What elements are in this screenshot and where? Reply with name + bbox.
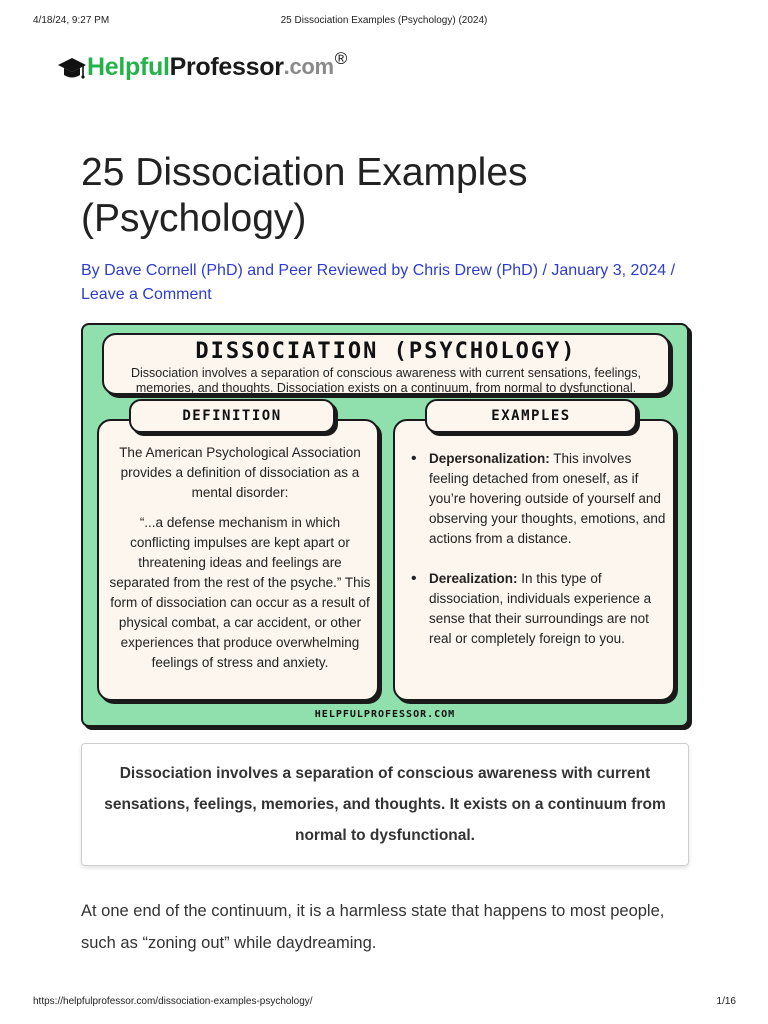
example-term: Derealization: — [429, 571, 518, 586]
logo-professor: Professor — [169, 53, 284, 81]
site-logo[interactable] — [57, 50, 347, 84]
logo-helpful: Helpful — [87, 53, 170, 81]
infographic-header — [102, 333, 670, 395]
graduation-cap-icon — [57, 56, 87, 82]
example-text: This involves feeling detached from oneself, as if you’re hovering outside of yourself and observing your thoughts, emotions, and actions from a distance. — [429, 451, 666, 546]
examples-label: EXAMPLES — [425, 399, 637, 433]
print-doc-title: 25 Dissociation Examples (Psychology) (2024) — [280, 15, 488, 26]
infographic-title: DISSOCIATION (PSYCHOLOGY) — [195, 339, 577, 364]
logo-registered-mark: ® — [334, 49, 348, 68]
print-url: https://helpfulprofessor.com/dissociation-examples-psychology/ — [33, 996, 313, 1007]
definition-intro: The American Psychological Association provides a definition of dissociation as a mental disorder: — [119, 445, 361, 500]
examples-list — [409, 449, 667, 669]
print-footer — [0, 996, 768, 1010]
definition-label: DEFINITION — [129, 399, 335, 433]
definition-panel — [97, 419, 379, 701]
logo-dotcom: .com — [283, 54, 334, 79]
callout-text: Dissociation involves a separation of conscious awareness with current sensations, feelings, memories, and thoughts. It exists on a continuum from normal to dysfunctional. — [104, 765, 666, 844]
body-paragraph: At one end of the continuum, it is a harmless state that happens to most people, such as “zoning out” while daydreaming. — [81, 902, 665, 952]
article-byline[interactable]: By Dave Cornell (PhD) and Peer Reviewed by Chris Drew (PhD) / January 3, 2024 / Leave a Comment — [81, 262, 676, 303]
example-term: Depersonalization: — [429, 451, 550, 466]
infographic-subtitle: Dissociation involves a separation of conscious awareness with current sensations, feelings, memories, and thoughts. Dissociation exists on a continuum, from normal to dysfunctional. — [131, 366, 641, 395]
infographic-footer: HELPFULPROFESSOR.COM — [314, 709, 456, 720]
page-title: 25 Dissociation Examples (Psychology) — [81, 151, 528, 240]
example-text: In this type of dissociation, individuals experience a sense that their surroundings are not real or completely foreign to you. — [429, 571, 652, 646]
dissociation-infographic — [81, 323, 689, 727]
print-datetime: 4/18/24, 9:27 PM — [33, 15, 110, 26]
list-item — [409, 449, 667, 549]
list-item — [409, 569, 667, 649]
definition-quote: “...a defense mechanism in which conflicting impulses are kept apart or threatening ideas and feelings are separated from the rest of the psyche.” This form of dissociation can occur as a result of physical combat, a car accident, or other experiences that produce overwhelming feelings of stress and anxiety. — [109, 515, 371, 670]
definition-text — [109, 443, 371, 683]
examples-panel — [393, 419, 675, 701]
print-header — [0, 15, 768, 29]
page-number: 1/16 — [716, 996, 736, 1007]
summary-callout — [81, 743, 689, 866]
